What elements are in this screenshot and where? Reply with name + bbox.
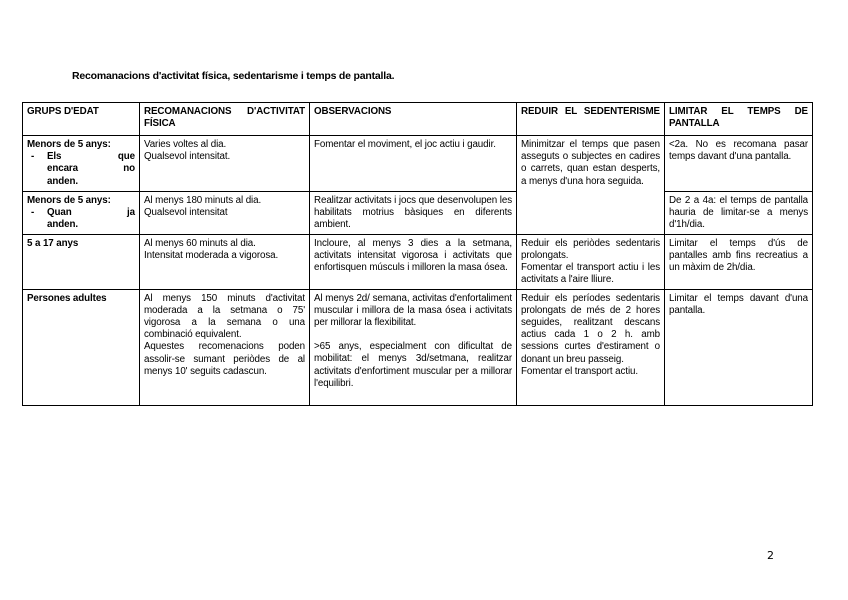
activity-text: Al menys 60 minuts al dia. [144, 237, 256, 249]
header-age-groups: GRUPS D'EDAT [23, 103, 140, 136]
observations-text: Incloure, al menys 3 dies a la setmana, activitats intensitat vigorosa i activitats que enfortisquen músculs i milloren la masa ósea. [314, 237, 512, 274]
document-title: Recomanacions d'activitat física, sedentarisme i temps de pantalla. [72, 70, 395, 82]
activity-text: Qualsevol intensitat [144, 207, 228, 219]
age-group-cell [23, 136, 140, 192]
observations-cell [310, 136, 517, 192]
age-group: Persones adultes [27, 292, 107, 304]
age-group-cell [23, 289, 140, 405]
table-row [23, 234, 813, 289]
screen-cell [665, 234, 813, 289]
header-observations: OBSERVACIONS [310, 103, 517, 136]
sedentarism-cell [517, 234, 665, 289]
screen-cell [665, 289, 813, 405]
age-group-cell [23, 192, 140, 235]
activity-text: Qualsevol intensitat. [144, 151, 231, 163]
screen-text: De 2 a 4a: el temps de pantalla hauria de limitar-se a menys d'1h/dia. [669, 195, 808, 231]
table-row [23, 192, 813, 235]
age-subgroup: Els que encara no anden. [47, 151, 135, 187]
age-group: Menors de 5 anys: [27, 139, 111, 150]
age-group: Menors de 5 anys: [27, 195, 111, 206]
age-group-cell [23, 234, 140, 289]
observations-text: Realitzar activitats i jocs que desenvolupen les habilitats motrius bàsiques en diferents ambient. [314, 195, 512, 231]
screen-text: Limitar el temps davant d'una pantalla. [669, 292, 808, 316]
activity-text: Aquestes recomenacions poden assolir-se sumant periòdes de al menys 10' seguits cadascun. [144, 341, 305, 377]
activity-text: Al menys 150 minuts d'activitat moderada a la setmana o 75' vigorosa a la semana o una combinació equivalent. [144, 292, 305, 341]
observations-cell [310, 234, 517, 289]
observations-text: Fomentar el moviment, el joc actiu i gaudir. [314, 139, 496, 150]
sedentarism-text: Reduir els períodes sedentaris prolongats de més de 2 hores seguides, realitzant descans actius cada 1 o 2 h. amb sessions curtes d'estirament o donant un breu passeig. [521, 292, 660, 365]
sedentarism-text: Fomentar el transport actiu i les activitats a l'aire lliure. [521, 262, 660, 286]
sedentarism-text: Reduir els periòdes sedentaris prolongats. [521, 237, 660, 261]
sedentarism-cell [517, 136, 665, 235]
recommendations-table [22, 102, 813, 406]
age-subgroup: Quan ja anden. [47, 207, 135, 231]
screen-text: <2a. No es recomana pasar temps davant d'una pantalla. [669, 139, 808, 163]
activity-text: Al menys 180 minuts al dia. [144, 195, 262, 206]
table-row [23, 136, 813, 192]
screen-cell [665, 136, 813, 192]
table-header-row [23, 103, 813, 136]
activity-cell [140, 136, 310, 192]
activity-cell [140, 289, 310, 405]
header-physical-activity: RECOMANACIONS D'ACTIVITAT FÍSICA [140, 103, 310, 136]
observations-text: Al menys 2d/ semana, activitas d'enfortaliment muscular i millora de la masa ósea i activitats per millorar la flexibilitat. [314, 292, 512, 329]
sedentarism-cell [517, 289, 665, 405]
bullet-dash: - [31, 151, 35, 163]
header-sedentarism: REDUIR EL SEDENTERISME [517, 103, 665, 136]
observations-cell [310, 192, 517, 235]
screen-text: Limitar el temps d'ús de pantalles amb fins recreatius a un màxim de 2h/dia. [669, 237, 808, 274]
age-group: 5 a 17 anys [27, 237, 79, 249]
activity-text: Intensitat moderada a vigorosa. [144, 249, 279, 261]
sedentarism-text: Fomentar el transport actiu. [521, 365, 638, 377]
observations-text: >65 anys, especialment con dificultat de mobilitat: el menys 3d/setmana, realitzar activitats d'enfortiment muscular per a millorar l'equilibri. [314, 341, 512, 389]
bullet-dash: - [31, 207, 35, 219]
activity-cell [140, 192, 310, 235]
header-screen-time: LIMITAR EL TEMPS DE PANTALLA [665, 103, 813, 136]
activity-text: Varies voltes al dia. [144, 139, 227, 150]
sedentarism-text: Minimitzar el temps que pasen asseguts o subjectes en cadires o carrets, quan estan desperts, a menys d'una hora seguida. [521, 139, 660, 187]
table-row [23, 289, 813, 405]
activity-cell [140, 234, 310, 289]
screen-cell [665, 192, 813, 235]
observations-cell [310, 289, 517, 405]
page-number: 2 [767, 549, 774, 562]
